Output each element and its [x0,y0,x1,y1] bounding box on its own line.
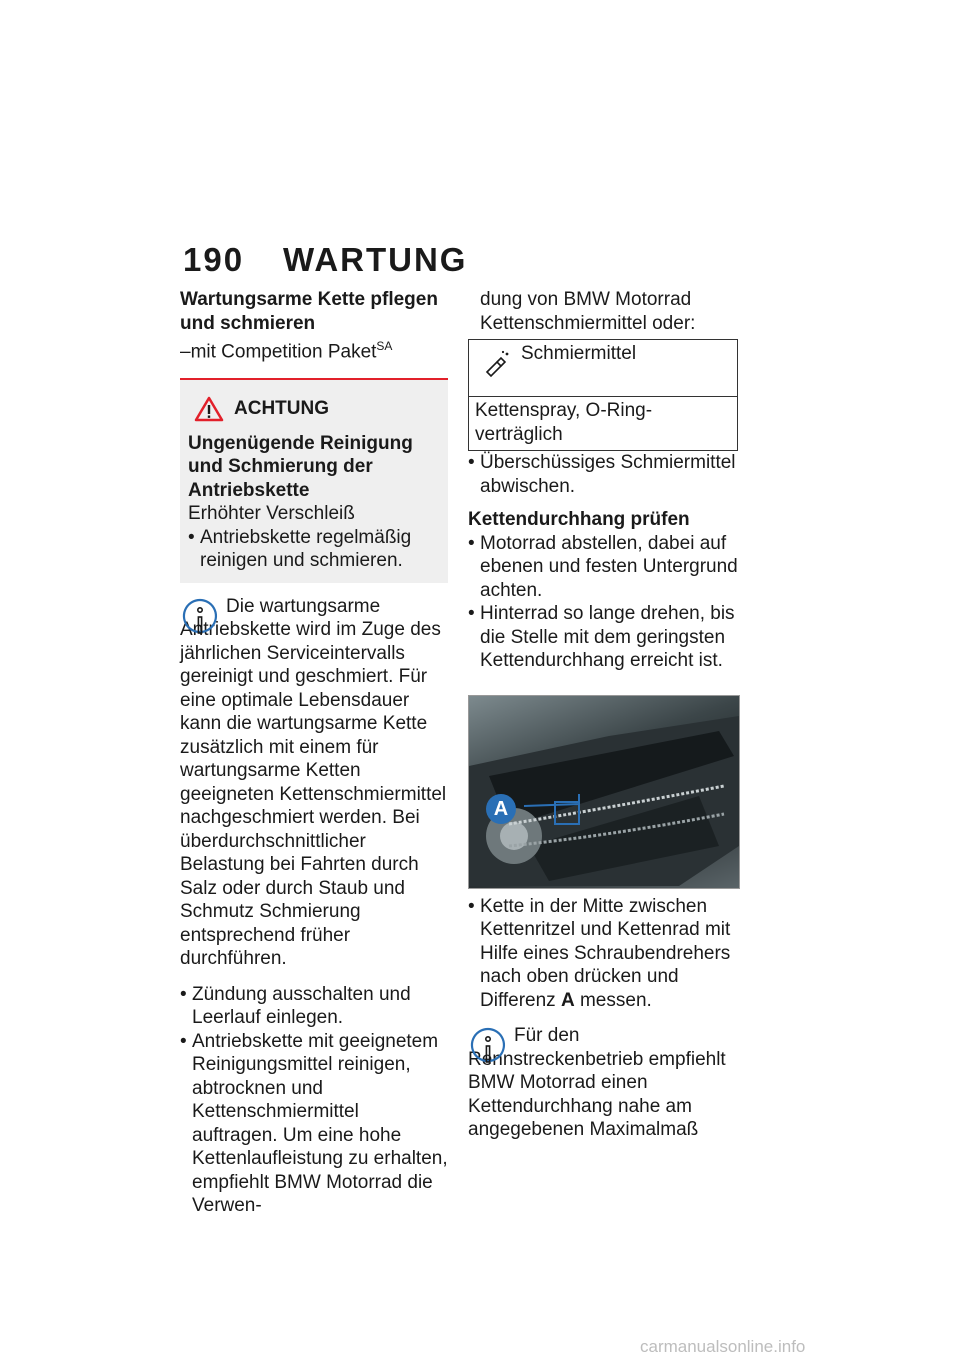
info-paragraph: Für den Rennstreckenbetrieb empfiehlt BMW Motorrad einen Kettendurchhang nahe am angegebenen Maximalmaß [468,1025,726,1140]
list-item: • Hinterrad so lange drehen, bis die Stelle mit dem geringsten Kettendurchhang erreicht ist. [468,602,738,673]
optional-equipment-mark: SA [376,339,393,353]
lubricant-spray-icon [481,348,511,378]
subsection-heading: Kettendurchhang prüfen [468,509,690,530]
warning-title: Ungenügende Reinigung und Schmierung der Antriebskette [188,432,413,501]
step-list [180,983,448,1218]
right-column [468,288,738,1142]
swingarm-illustration [469,696,739,888]
list-item: • Kette in der Mitte zwischen Kettenritzel und Kettenrad mit Hilfe eines Schraubendrehers nach oben drücken und Differenz A messen. [468,895,738,1013]
lubricant-table [468,339,738,451]
info-note [180,595,448,971]
continued-text: dung von BMW Motorrad Kettenschmiermittel oder: [480,289,696,334]
list-item: • Motorrad abstellen, dabei auf ebenen und festen Untergrund achten. [468,532,738,603]
lubricant-table-header-cell [469,340,738,397]
info-note [468,1024,738,1142]
list-item: • Überschüssiges Schmiermittel abwischen. [468,451,738,498]
left-column [180,288,448,1218]
watermark: carmanualsonline.info [640,1337,806,1356]
page-number: 190 [183,241,245,278]
list-item: • Antriebskette mit geeignetem Reinigungsmittel reinigen, abtrocknen und Kettenschmiermittel auftragen. Um eine hohe Kettenlaufleistung zu erhalten, empfiehlt BMW Motorrad die Verwen- [180,1030,448,1218]
warning-action: • Antriebskette regelmäßig reinigen und schmieren. [188,526,442,573]
callout-label-a: A [493,797,509,820]
warning-consequence: Erhöhter Verschleiß [188,503,355,525]
info-icon [180,597,220,643]
section-heading: Wartungsarme Kette pflegen und schmieren [180,289,438,334]
list-item: • Zündung ausschalten und Leerlauf einlegen. [180,983,448,1030]
warning-header [188,396,442,422]
warning-label: ACHTUNG [234,398,329,420]
chain-sag-photo [468,695,740,889]
warning-triangle-icon [194,396,224,422]
section-title: WARTUNG [283,241,468,278]
warning-box [180,378,448,583]
info-icon [468,1026,508,1072]
lubricant-table-header: Schmiermittel [521,343,637,364]
lubricant-table-value: Kettenspray, O-Ring-verträglich [469,397,738,451]
info-paragraph: Die wartungsarme Antriebskette wird im Zuge des jährlichen Serviceintervalls gereinigt und geschmiert. Für eine optimale Lebensdauer kann die wartungsarme Kette zusätzlich mit einem für wartungsarme Ketten geeigneten Kettenschmiermittel nachgeschmiert werden. Bei überdurchschnittlicher Belastung bei Fahrten durch Salz oder durch Staub und Schmutz Schmierung entsprechend früher durchführen. [180,595,447,970]
equipment-note: –mit Competition Paket$^{SA}$ [180,339,393,363]
callout-reference-a: A [560,989,575,1011]
